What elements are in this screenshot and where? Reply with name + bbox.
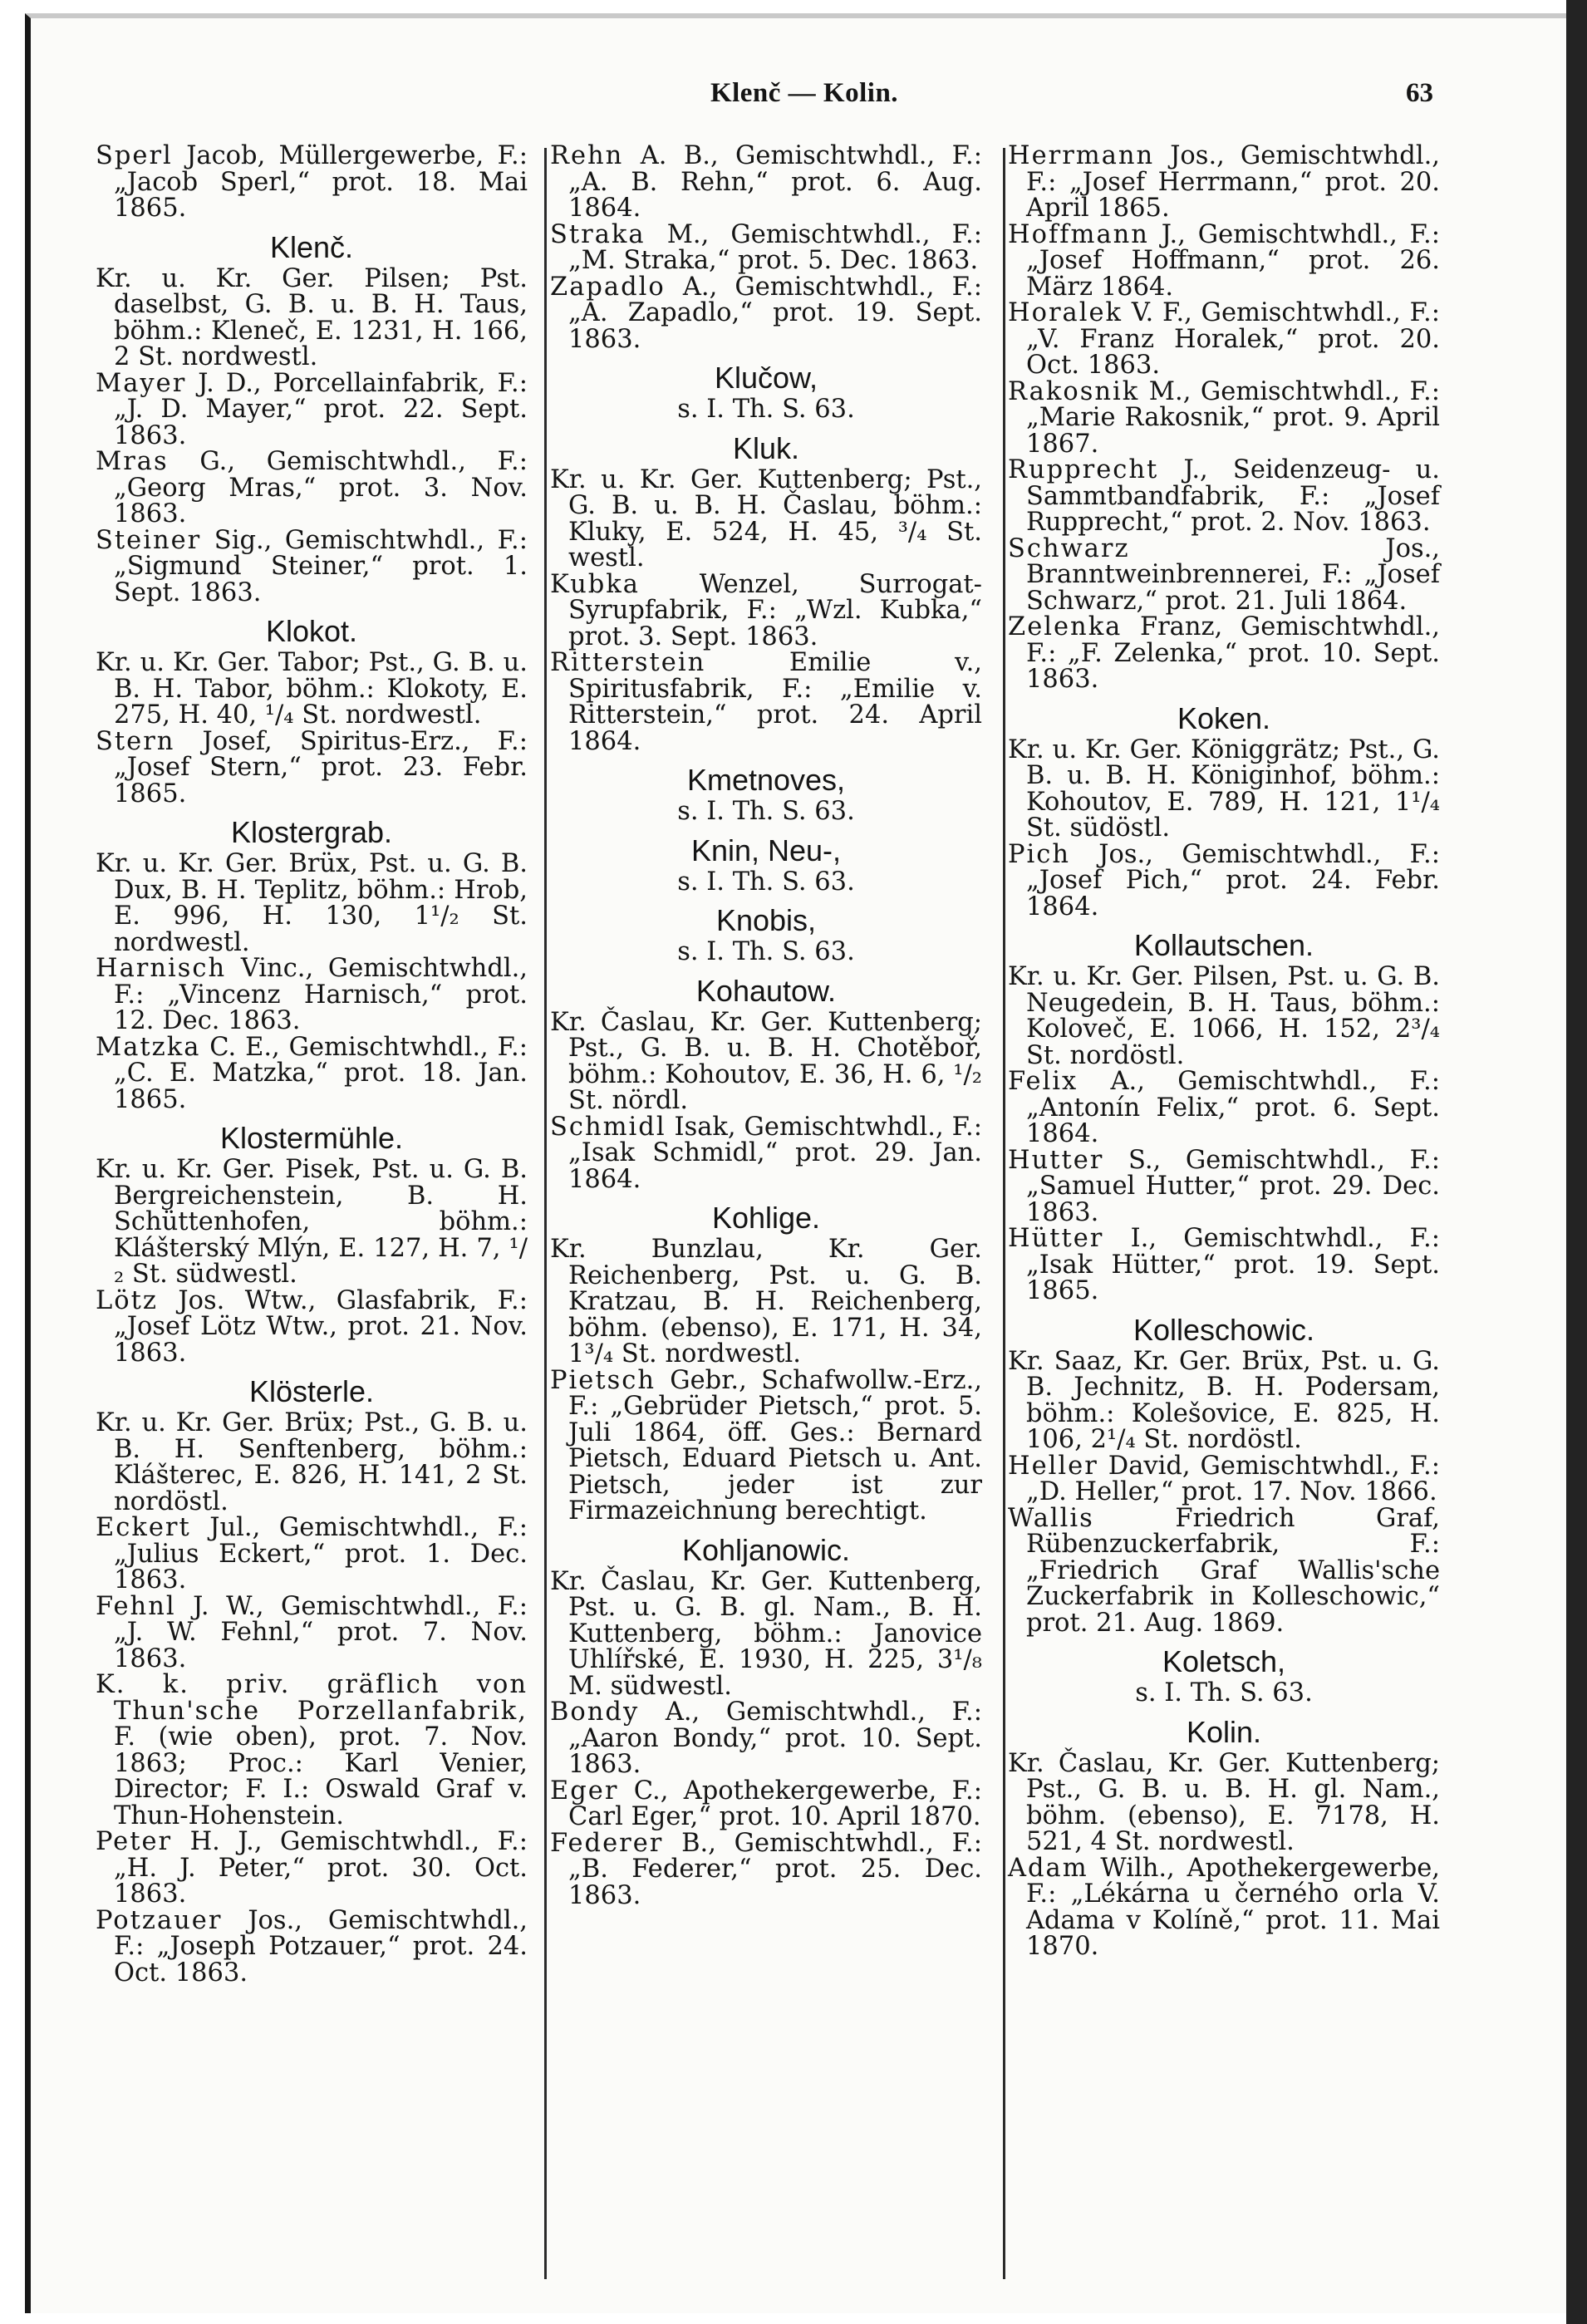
place-description	[1008, 737, 1440, 842]
entry-text: Jos. Wtw., Glasfabrik, F.: „Josef Lötz Wtw., prot. 21. Nov. 1863.	[114, 1285, 528, 1368]
entry-text: Kr. Saaz, Kr. Ger. Brüx, Pst. u. G. B. Jechnitz, B. H. Podersam, böhm.: Kolešovice, E. 825, H. 106, 2¹/₄ St. nordöstl.	[1008, 1346, 1440, 1454]
entry-text: Kr. u. Kr. Ger. Pilsen; Pst. daselbst, G. B. u. B. H. Taus, böhm.: Kleneč, E. 1231, H. 166, 2 St. nordwestl.	[96, 263, 528, 371]
entry-text: Kr. u. Kr. Ger. Königgrätz; Pst., G. B. u. B. H. Königinhof, böhm.: Kohoutov, E. 789, H. 121, 1¹/₄ St. südöstl.	[1008, 735, 1440, 843]
running-head: Klenč — Kolin.	[710, 78, 899, 108]
firm-entry	[550, 650, 982, 754]
place-heading: Koletsch,	[1162, 1644, 1286, 1678]
firm-name: Stern	[96, 726, 175, 756]
entry-text: Emilie v., Spiritusfabrik, F.: „Emilie v. Ritterstein,“ prot. 24. April 1864.	[568, 648, 982, 756]
firm-entry	[550, 569, 982, 651]
firm-entry	[96, 143, 528, 222]
firm-entry	[96, 956, 528, 1034]
firm-name: Horalek	[1008, 298, 1123, 327]
place-description	[1008, 1748, 1440, 1856]
place-description	[550, 1007, 982, 1115]
firm-name: Federer	[550, 1828, 664, 1858]
place-description	[96, 263, 528, 371]
firm-name: Mras	[96, 447, 169, 476]
entry-text: J. W., Gemischtwhdl., F.: „J. W. Fehnl,“ prot. 7. Nov. 1863.	[114, 1591, 528, 1673]
place-description	[96, 1410, 528, 1515]
firm-entry	[1008, 533, 1440, 616]
entry-text: Isak, Gemischtwhdl., F.: „Isak Schmidl,“ prot. 29. Jan. 1864.	[568, 1112, 982, 1194]
scan-edge	[1566, 0, 1587, 2324]
place-heading: Kolleschowic.	[1133, 1312, 1315, 1347]
entry-text: Friedrich Graf, Rübenzuckerfabrik, F.: „Friedrich Graf Wallis'sche Zuckerfabrik in Kolleschowic,“ prot. 21. Aug. 1869.	[1026, 1503, 1440, 1638]
place-heading: Kohljanowic.	[681, 1532, 851, 1567]
firm-name: Felix	[1008, 1067, 1078, 1096]
entry-text: H. J., Gemischtwhdl., F.: „H. J. Peter,“ prot. 30. Oct. 1863.	[114, 1827, 528, 1909]
firm-entry	[1008, 376, 1440, 459]
entry-text: Kr. u. Kr. Ger. Pisek, Pst. u. G. B. Bergreichenstein, B. H. Schüttenhofen, böhm.: Klášterský Mlýn, E. 127, H. 7, ¹/₂ St. südwestl.	[96, 1155, 528, 1289]
firm-entry	[96, 1829, 528, 1908]
firm-entry	[1008, 1503, 1440, 1638]
place-description	[550, 464, 982, 572]
firm-name: Zapadlo	[550, 272, 666, 302]
place-heading: Kmetnoves,	[686, 763, 846, 797]
entry-text: Jos., Gemischtwhdl., F.: „Joseph Potzauer,“ prot. 24. Oct. 1863.	[114, 1905, 528, 1987]
firm-name: Schmidl	[550, 1112, 666, 1142]
place-heading: Klenč.	[269, 229, 354, 264]
place-description	[1008, 964, 1440, 1069]
firm-entry	[1008, 457, 1440, 536]
firm-name: Eger	[550, 1776, 619, 1806]
firm-name: Straka	[550, 219, 646, 249]
cross-reference: s. I. Th. S. 63.	[1135, 1678, 1313, 1707]
firm-name: Hütter	[1008, 1224, 1104, 1253]
cross-reference: s. I. Th. S. 63.	[677, 395, 855, 424]
entry-text: Jos., Gemischtwhdl., F.: „Josef Pich,“ prot. 24. Febr. 1864.	[1026, 839, 1440, 921]
firm-name: Steiner	[96, 525, 202, 555]
column-rule	[544, 148, 547, 2279]
firm-name: Bondy	[550, 1698, 640, 1727]
firm-entry	[550, 219, 982, 275]
entry-text: Kr. u. Kr. Ger. Brüx; Pst., G. B. u. B. H. Senftenberg, böhm.: Klášterec, E. 826, H. 141, 2 St. nordöstl.	[96, 1408, 528, 1516]
firm-entry	[550, 1114, 982, 1193]
firm-entry	[1008, 1226, 1440, 1304]
firm-entry	[96, 368, 528, 450]
firm-entry	[1008, 300, 1440, 379]
entry-text: Wenzel, Surrogat-Syrupfabrik, F.: „Wzl. Kubka,“ prot. 3. Sept. 1863.	[568, 569, 982, 651]
firm-name: Zelenka	[1008, 612, 1123, 641]
place-heading: Klostergrab.	[230, 815, 393, 849]
firm-entry	[1008, 839, 1440, 921]
firm-entry	[550, 143, 982, 222]
firm-entry	[96, 449, 528, 528]
firm-name: Eckert	[96, 1513, 191, 1542]
entry-text: Kr. u. Kr. Ger. Brüx, Pst. u. G. B. Dux, B. H. Teplitz, böhm.: Hrob, E. 996, H. 130, 1¹/₂ St. nordwestl.	[96, 849, 528, 957]
firm-name: Rakosnik	[1008, 376, 1140, 406]
page-number: 63	[1406, 78, 1433, 108]
entry-text: Jul., Gemischtwhdl., F.: „Julius Eckert,“ prot. 1. Dec. 1863.	[114, 1513, 528, 1594]
firm-entry	[96, 1905, 528, 1987]
entry-text: Sig., Gemischtwhdl., F.: „Sigmund Steiner,“ prot. 1. Sept. 1863.	[114, 525, 528, 607]
firm-entry	[96, 525, 528, 607]
firm-entry	[1008, 1069, 1440, 1147]
entry-text: A., Gemischtwhdl., F.: „Aaron Bondy,“ prot. 10. Sept. 1863.	[568, 1698, 982, 1779]
entry-text: F. (wie oben), prot. 7. Nov. 1863; Proc.: Karl Venier, Director; F. I.: Oswald Graf v. Thun-Hohenstein.	[114, 1722, 528, 1830]
firm-entry	[96, 1672, 528, 1829]
entry-text: Kr. Časlau, Kr. Ger. Kuttenberg; Pst., G. B. u. B. H. Chotěboř, böhm.: Kohoutov, E. 36, H. 6, ¹/₂ St. nördl.	[550, 1007, 982, 1115]
entry-text: J. D., Porcellainfabrik, F.: „J. D. Mayer,“ prot. 22. Sept. 1863.	[114, 368, 528, 450]
entry-text: V. F., Gemischtwhdl., F.: „V. Franz Horalek,“ prot. 20. Oct. 1863.	[1026, 298, 1440, 380]
firm-name: Fehnl	[96, 1591, 176, 1621]
firm-name: Kubka	[550, 569, 640, 599]
entry-text: Kr. Bunzlau, Kr. Ger. Reichenberg, Pst. u. G. B. Kratzau, B. H. Reichenberg, böhm. (ebenso), E. 171, H. 34, 1³/₄ St. nordwestl.	[550, 1235, 982, 1368]
place-description	[550, 1566, 982, 1701]
cross-reference: s. I. Th. S. 63.	[677, 797, 855, 826]
entry-text: C., Apothekergewerbe, F.: Carl Eger,“ prot. 10. April 1870.	[568, 1776, 983, 1831]
firm-entry	[96, 1591, 528, 1673]
firm-name: Matzka	[96, 1032, 201, 1062]
firm-name: Ritterstein	[550, 648, 706, 677]
place-description	[96, 851, 528, 956]
entry-text: A., Gemischtwhdl., F.: „A. Zapadlo,“ prot. 19. Sept. 1863.	[568, 272, 982, 354]
firm-entry	[1008, 219, 1440, 302]
firm-name: Peter	[96, 1827, 173, 1856]
page-top-margin	[0, 0, 1587, 13]
firm-name: Pietsch	[550, 1365, 656, 1395]
place-heading: Kohlige.	[711, 1201, 821, 1235]
place-heading: Klokot.	[265, 614, 358, 648]
firm-entry	[1008, 1147, 1440, 1226]
entry-text: Kr. u. Kr. Ger. Pilsen, Pst. u. G. B. Neugedein, B. H. Taus, böhm.: Koloveč, E. 1066, H. 152, 2³/₄ St. nordöstl.	[1008, 962, 1440, 1070]
entry-text: J., Gemischtwhdl., F.: „Josef Hoffmann,“ prot. 26. März 1864.	[1026, 219, 1440, 302]
firm-entry	[550, 1778, 982, 1830]
entry-text: B., Gemischtwhdl., F.: „B. Federer,“ prot. 25. Dec. 1863.	[568, 1828, 982, 1910]
firm-entry	[1008, 1855, 1440, 1960]
entry-text: Kr. u. Kr. Ger. Tabor; Pst., G. B. u. B. H. Tabor, böhm.: Klokoty, E. 275, H. 40, ¹/₄ St. nordwestl.	[96, 648, 528, 730]
entry-text: M., Gemischtwhdl., F.: „M. Straka,“ prot. 5. Dec. 1863.	[568, 219, 982, 275]
place-heading: Knobis,	[715, 903, 817, 937]
place-heading: Kollautschen.	[1133, 928, 1314, 962]
place-description	[550, 1236, 982, 1368]
cross-reference: s. I. Th. S. 63.	[677, 867, 855, 897]
firm-entry	[96, 1515, 528, 1594]
entry-text: G., Gemischtwhdl., F.: „Georg Mras,“ prot. 3. Nov. 1863.	[114, 447, 528, 528]
entry-text: Wilh., Apothekergewerbe, F.: „Lékárna u černého orla V. Adama v Kolíně,“ prot. 11. Mai 1870.	[1026, 1853, 1440, 1961]
entry-text: S., Gemischtwhdl., F.: „Samuel Hutter,“ prot. 29. Dec. 1863.	[1026, 1145, 1440, 1227]
entry-text: C. E., Gemischtwhdl., F.: „C. E. Matzka,“ prot. 18. Jan. 1865.	[114, 1032, 528, 1114]
place-heading: Kluk.	[732, 430, 800, 465]
entry-text: Jos., Branntweinbrennerei, F.: „Josef Schwarz,“ prot. 21. Juli 1864.	[1026, 533, 1440, 616]
entry-text: Kr. Časlau, Kr. Ger. Kuttenberg, Pst. u. G. B. gl. Nam., B. H. Kuttenberg, böhm.: Janovice Uhlířské, E. 1930, H. 225, 3¹/₈ M. südwestl.	[550, 1566, 982, 1701]
entry-text: Gebr., Schafwollw.-Erz., F.: „Gebrüder Pietsch,“ prot. 5. Juli 1864, öff. Ges.: Bernard Pietsch, Eduard Pietsch u. Ant. Pietsch, jeder ist zur Firmazeichnung berechtigt.	[568, 1365, 982, 1526]
firm-name: Heller	[1008, 1451, 1098, 1481]
entry-text: Vinc., Gemischtwhdl., F.: „Vincenz Harnisch,“ prot. 12. Dec. 1863.	[114, 954, 528, 1035]
place-description	[96, 1157, 528, 1288]
place-heading: Klučow,	[714, 361, 818, 395]
firm-name: Mayer	[96, 368, 187, 398]
firm-name: Lötz	[96, 1285, 158, 1315]
firm-name: Potzauer	[96, 1905, 223, 1935]
entry-text: J., Seidenzeug- u. Sammtbandfabrik, F.: „Josef Rupprecht,“ prot. 2. Nov. 1863.	[1026, 455, 1440, 537]
entry-text: Jos., Gemischtwhdl., F.: „Josef Herrmann,“ prot. 20. April 1865.	[1026, 141, 1440, 223]
firm-entry	[96, 1034, 528, 1113]
firm-entry	[1008, 614, 1440, 693]
place-heading: Klösterle.	[248, 1374, 375, 1408]
entry-text: A. B., Gemischtwhdl., F.: „A. B. Rehn,“ prot. 6. Aug. 1864.	[568, 141, 982, 223]
firm-name: Herrmann	[1008, 141, 1155, 170]
place-heading: Knin, Neu-,	[690, 833, 842, 867]
firm-name: Schwarz	[1008, 533, 1130, 563]
firm-entry	[96, 726, 528, 808]
place-heading: Kolin.	[1186, 1714, 1262, 1749]
firm-name: K. k. priv. gräflich von Thun'sche Porzellanfabrik,	[96, 1670, 528, 1726]
entry-text: A., Gemischtwhdl., F.: „Antonín Felix,“ prot. 6. Sept. 1864.	[1026, 1067, 1440, 1148]
cross-reference: s. I. Th. S. 63.	[677, 937, 855, 966]
entry-text: Josef, Spiritus-Erz., F.: „Josef Stern,“ prot. 23. Febr. 1865.	[114, 726, 528, 808]
column-3	[1008, 143, 1440, 1960]
place-description	[96, 650, 528, 729]
place-heading: Koken.	[1177, 700, 1271, 735]
firm-name: Adam	[1008, 1853, 1088, 1883]
firm-entry	[550, 274, 982, 353]
firm-entry	[550, 1830, 982, 1909]
entry-text: Franz, Gemischtwhdl., F.: „F. Zelenka,“ prot. 10. Sept. 1863.	[1026, 612, 1440, 694]
entry-text: Kr. u. Kr. Ger. Kuttenberg; Pst., G. B. u. B. H. Časlau, böhm.: Kluky, E. 524, H. 45, ³/₄ St. westl.	[550, 464, 982, 572]
firm-name: Harnisch	[96, 954, 227, 983]
firm-name: Wallis	[1008, 1503, 1094, 1533]
firm-entry	[550, 1699, 982, 1778]
place-description	[1008, 1346, 1440, 1454]
column-1	[96, 143, 528, 1986]
entry-text: Jacob, Müllergewerbe, F.: „Jacob Sperl,“ prot. 18. Mai 1865.	[114, 141, 528, 223]
firm-name: Rupprecht	[1008, 455, 1159, 484]
column-rule	[1003, 148, 1005, 2279]
firm-entry	[550, 1365, 982, 1526]
firm-name: Pich	[1008, 839, 1071, 869]
place-heading: Kohautow.	[695, 973, 837, 1008]
entry-text: David, Gemischtwhdl., F.: „D. Heller,“ prot. 17. Nov. 1866.	[1026, 1451, 1440, 1506]
firm-entry	[1008, 143, 1440, 222]
place-heading: Klostermühle.	[219, 1121, 404, 1155]
entry-text: I., Gemischtwhdl., F.: „Isak Hütter,“ prot. 19. Sept. 1865.	[1026, 1224, 1440, 1305]
firm-name: Sperl	[96, 141, 173, 170]
column-2	[550, 143, 982, 1909]
firm-entry	[96, 1285, 528, 1368]
firm-name: Hoffmann	[1008, 219, 1149, 249]
firm-entry	[1008, 1453, 1440, 1506]
entry-text: Kr. Časlau, Kr. Ger. Kuttenberg; Pst., G. B. u. B. H. gl. Nam., böhm. (ebenso), E. 7178, H. 521, 4 St. nordwestl.	[1008, 1748, 1440, 1856]
entry-text: M., Gemischtwhdl., F.: „Marie Rakosnik,“ prot. 9. April 1867.	[1026, 376, 1440, 459]
firm-name: Hutter	[1008, 1145, 1104, 1175]
firm-name: Rehn	[550, 141, 624, 170]
